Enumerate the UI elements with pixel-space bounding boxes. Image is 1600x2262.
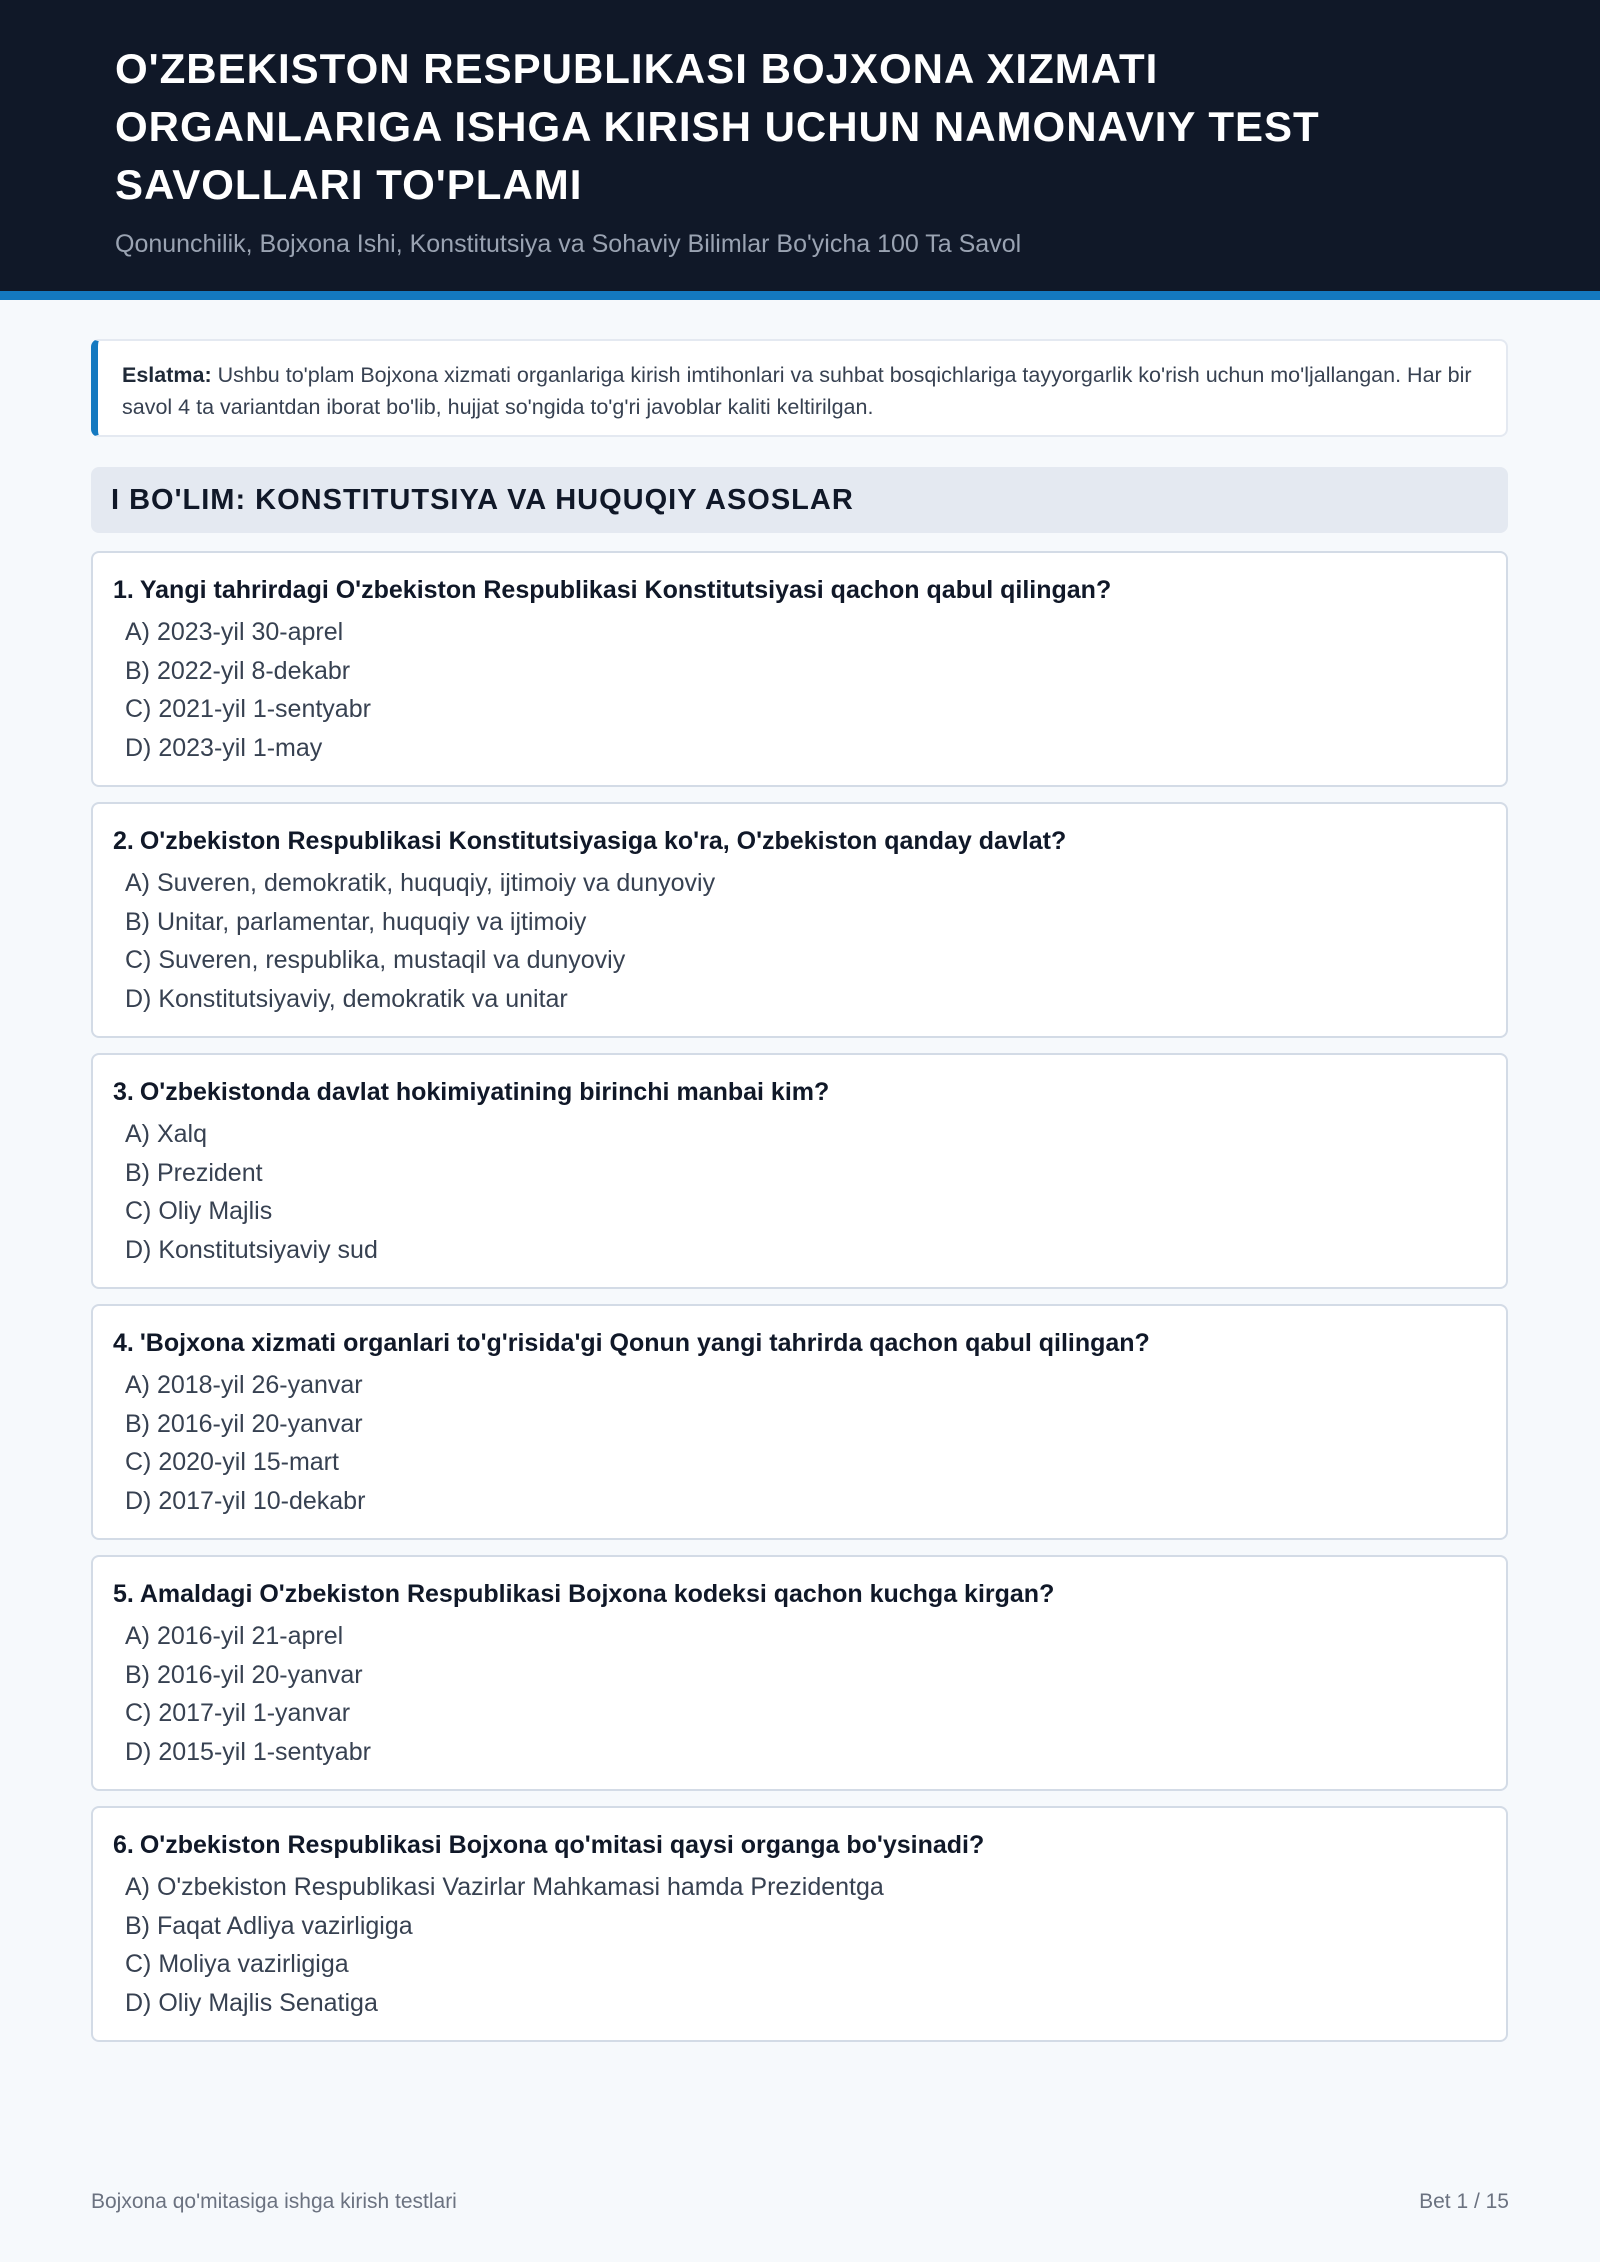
answer-option-c: C) Suveren, respublika, mustaqil va dunyoviy [125, 946, 626, 974]
document-header [0, 0, 1600, 300]
answer-option-d: D) Oliy Majlis Senatiga [125, 1988, 378, 2017]
question-number: 5. [113, 1580, 134, 1608]
question-text [113, 1323, 1486, 1363]
question-text [113, 821, 1486, 861]
question-card [91, 1555, 1508, 1791]
section-title: I BO'LIM: KONSTITUTSIYA VA HUQUQIY ASOSLAR [91, 467, 1508, 533]
question-text [113, 1574, 1486, 1614]
answer-option-b: B) 2016-yil 20-yanvar [125, 1409, 363, 1438]
answer-option-a: A) 2023-yil 30-aprel [125, 618, 344, 646]
answer-option-d: D) 2017-yil 10-dekabr [125, 1486, 366, 1515]
question-card [91, 1304, 1508, 1540]
page-number: Bet 1 / 15 [1419, 2190, 1509, 2213]
answer-option-b: B) Prezident [125, 1158, 263, 1187]
question-number: 1. [113, 576, 134, 604]
answer-option-c: C) 2017-yil 1-yanvar [125, 1699, 351, 1727]
question-label: O'zbekiston Respublikasi Konstitutsiyasiga ko'ra, O'zbekiston qanday davlat? [139, 827, 1067, 855]
note-label: Eslatma: [122, 363, 212, 387]
question-card [91, 551, 1508, 787]
question-number: 3. [113, 1078, 134, 1106]
note-box [91, 339, 1508, 437]
answer-option-a: A) 2016-yil 21-aprel [125, 1622, 344, 1650]
question-label: Yangi tahrirdagi O'zbekiston Respublikasi Konstitutsiyasi qachon qabul qilingan? [139, 576, 1112, 604]
answer-option-a: A) 2018-yil 26-yanvar [125, 1371, 363, 1399]
answer-option-d: D) 2015-yil 1-sentyabr [125, 1737, 371, 1766]
question-text [113, 570, 1486, 610]
question-list [91, 551, 1508, 2057]
question-text [113, 1825, 1486, 1865]
question-card [91, 1053, 1508, 1289]
question-label: Amaldagi O'zbekiston Respublikasi Bojxona kodeksi qachon kuchga kirgan? [139, 1580, 1055, 1608]
question-label: O'zbekistonda davlat hokimiyatining birinchi manbai kim? [139, 1078, 830, 1106]
footer-document-name: Bojxona qo'mitasiga ishga kirish testlari [91, 2190, 457, 2213]
answer-option-c: C) 2021-yil 1-sentyabr [125, 695, 371, 723]
answer-option-a: A) Suveren, demokratik, huquqiy, ijtimoiy va dunyoviy [125, 869, 716, 897]
answer-option-d: D) Konstitutsiyaviy, demokratik va unitar [125, 984, 568, 1013]
question-label: 'Bojxona xizmati organlari to'g'risida'gi Qonun yangi tahrirda qachon qabul qilingan? [139, 1329, 1150, 1357]
answer-option-c: C) Moliya vazirligiga [125, 1950, 349, 1978]
question-number: 4. [113, 1329, 134, 1357]
note-text: Ushbu to'plam Bojxona xizmati organlariga kirish imtihonlari va suhbat bosqichlariga tayyorgarlik ko'rish uchun mo'ljallangan. Har bir savol 4 ta variantdan iborat bo'lib, hujjat so'ngida to'g'ri javoblar kaliti keltirilgan. [122, 363, 1472, 419]
question-card [91, 802, 1508, 1038]
answer-option-c: C) Oliy Majlis [125, 1197, 273, 1225]
question-number: 6. [113, 1831, 134, 1859]
answer-option-b: B) Faqat Adliya vazirligiga [125, 1911, 413, 1940]
document-subtitle: Qonunchilik, Bojxona Ishi, Konstitutsiya va Sohaviy Bilimlar Bo'yicha 100 Ta Savol [115, 230, 1022, 258]
question-text [113, 1072, 1486, 1112]
answer-option-c: C) 2020-yil 15-mart [125, 1448, 339, 1476]
document-title: O'ZBEKISTON RESPUBLIKASI BOJXONA XIZMATI ORGANLARIGA ISHGA KIRISH UCHUN NAMONAVIY TEST SAVOLLARI TO'PLAMI [115, 45, 1320, 208]
answer-option-a: A) O'zbekiston Respublikasi Vazirlar Mahkamasi hamda Prezidentga [125, 1873, 884, 1901]
question-card [91, 1806, 1508, 2042]
answer-option-b: B) 2022-yil 8-dekabr [125, 656, 351, 685]
question-label: O'zbekiston Respublikasi Bojxona qo'mitasi qaysi organga bo'ysinadi? [139, 1831, 985, 1859]
answer-option-b: B) Unitar, parlamentar, huquqiy va ijtimoiy [125, 907, 587, 936]
answer-option-b: B) 2016-yil 20-yanvar [125, 1660, 363, 1689]
answer-option-d: D) 2023-yil 1-may [125, 733, 323, 762]
question-number: 2. [113, 827, 134, 855]
answer-option-d: D) Konstitutsiyaviy sud [125, 1235, 378, 1264]
answer-option-a: A) Xalq [125, 1120, 207, 1148]
